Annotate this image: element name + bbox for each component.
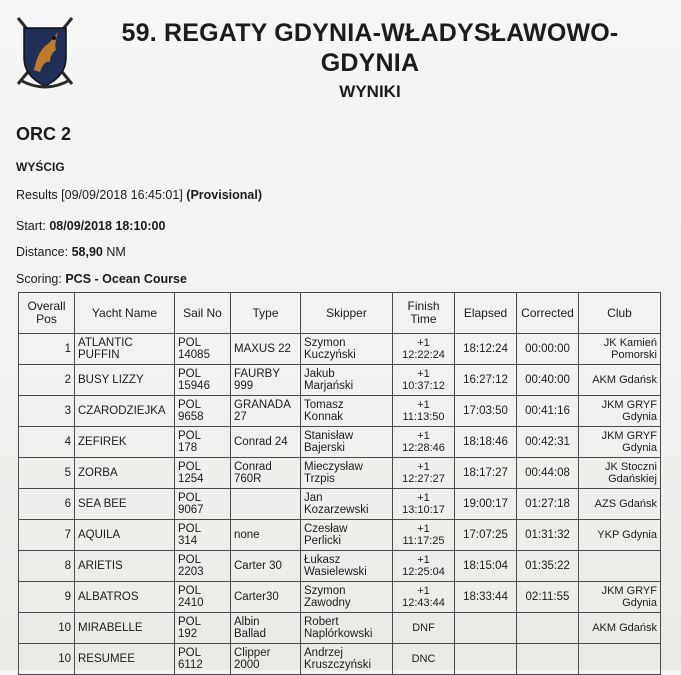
finish-time-line1: +1 bbox=[417, 368, 430, 380]
cell-pos: 1 bbox=[19, 334, 75, 365]
document-header bbox=[90, 18, 650, 102]
finish-time-line2: 12:28:46 bbox=[402, 442, 445, 454]
type-line1: Albin bbox=[234, 616, 260, 628]
cell-elapsed: 18:33:44 bbox=[455, 582, 517, 613]
cell-finish-time bbox=[393, 582, 455, 613]
yacht-name-line1: ZEFIREK bbox=[78, 436, 127, 448]
skipper-line2: Kuczyński bbox=[304, 349, 356, 361]
cell-yacht-name bbox=[75, 582, 175, 613]
finish-time-line1: +1 bbox=[417, 430, 430, 442]
cell-yacht-name bbox=[75, 489, 175, 520]
club-line1: JKM GRYF bbox=[601, 399, 657, 411]
yacht-name-line2: PUFFIN bbox=[78, 349, 120, 361]
cell-club bbox=[579, 613, 661, 644]
skipper-line1: Mieczysław bbox=[304, 461, 363, 473]
cell-yacht-name bbox=[75, 520, 175, 551]
yacht-name-line1: SEA BEE bbox=[78, 498, 127, 510]
finish-time-line2: 11:17:25 bbox=[402, 535, 445, 547]
cell-club bbox=[579, 520, 661, 551]
cell-skipper bbox=[301, 520, 393, 551]
finish-time-line1: +1 bbox=[417, 585, 430, 597]
sail-no-line2: 15946 bbox=[178, 380, 210, 392]
cell-corrected: 01:31:32 bbox=[517, 520, 579, 551]
cell-pos: 5 bbox=[19, 458, 75, 489]
finish-time-line1: DNC bbox=[411, 653, 436, 665]
club-line1: JK Stoczni bbox=[605, 461, 657, 473]
results-timestamp-line bbox=[16, 188, 262, 202]
start-value: 08/09/2018 18:10:00 bbox=[49, 219, 166, 233]
cell-finish-time bbox=[393, 489, 455, 520]
sail-no-line1: POL bbox=[178, 337, 202, 349]
sail-no-line2: 2203 bbox=[178, 566, 204, 578]
finish-time-line1: +1 bbox=[417, 461, 430, 473]
finish-time-line1: +1 bbox=[417, 554, 430, 566]
cell-corrected: 00:40:00 bbox=[517, 365, 579, 396]
club-line1: JKM GRYF bbox=[601, 585, 657, 597]
skipper-line1: Czesław bbox=[304, 523, 348, 535]
type-line2: 999 bbox=[234, 380, 254, 392]
regatta-title-line-2: GDYNIA bbox=[320, 49, 420, 77]
type-line1: none bbox=[234, 529, 260, 541]
cell-skipper bbox=[301, 551, 393, 582]
cell-sail-no bbox=[175, 613, 231, 644]
col-header-corrected: Corrected bbox=[517, 293, 579, 334]
skipper-line2: Bajerski bbox=[304, 442, 345, 454]
cell-finish-time bbox=[393, 520, 455, 551]
type-line1: Carter 30 bbox=[234, 560, 282, 572]
cell-pos: 8 bbox=[19, 551, 75, 582]
cell-corrected: 00:44:08 bbox=[517, 458, 579, 489]
cell-yacht-name bbox=[75, 613, 175, 644]
cell-club bbox=[579, 551, 661, 582]
skipper-line1: Szymon bbox=[304, 337, 346, 349]
sail-no-line2: 9658 bbox=[178, 411, 204, 423]
finish-time-line1: +1 bbox=[417, 399, 430, 411]
col-header-skipper: Skipper bbox=[301, 293, 393, 334]
type-line1: Conrad 24 bbox=[234, 436, 288, 448]
finish-time-line2: 12:27:27 bbox=[402, 473, 445, 485]
distance-unit: NM bbox=[106, 245, 126, 259]
results-table-body bbox=[19, 334, 661, 675]
skipper-line1: Robert bbox=[304, 616, 339, 628]
cell-elapsed: 18:15:04 bbox=[455, 551, 517, 582]
cell-type bbox=[231, 427, 301, 458]
cell-sail-no bbox=[175, 458, 231, 489]
sail-no-line1: POL bbox=[178, 368, 202, 380]
cell-finish-time bbox=[393, 334, 455, 365]
col-header-yacht: Yacht Name bbox=[75, 293, 175, 334]
club-line2: Pomorski bbox=[611, 349, 657, 361]
sail-no-line2: 14085 bbox=[178, 349, 210, 361]
distance-value: 58,90 bbox=[71, 245, 103, 259]
skipper-line2: Wasielewski bbox=[304, 566, 367, 578]
sail-no-line2: 2410 bbox=[178, 597, 204, 609]
cell-corrected: 00:00:00 bbox=[517, 334, 579, 365]
col-header-finish bbox=[393, 293, 455, 334]
cell-club bbox=[579, 334, 661, 365]
cell-corrected: 01:35:22 bbox=[517, 551, 579, 582]
skipper-line2: Trzpis bbox=[304, 473, 335, 485]
cell-club bbox=[579, 427, 661, 458]
results-timestamp: [09/09/2018 16:45:01] bbox=[61, 188, 183, 202]
skipper-line1: Szymon bbox=[304, 585, 346, 597]
cell-yacht-name bbox=[75, 427, 175, 458]
table-row bbox=[19, 582, 661, 613]
sail-no-line1: POL bbox=[178, 399, 202, 411]
sail-no-line2: 9067 bbox=[178, 504, 204, 516]
cell-finish-time bbox=[393, 396, 455, 427]
sail-no-line1: POL bbox=[178, 461, 202, 473]
col-header-finish-line1: Finish bbox=[407, 299, 440, 313]
cell-type bbox=[231, 396, 301, 427]
yacht-name-line1: ALBATROS bbox=[78, 591, 139, 603]
skipper-line1: Tomasz bbox=[304, 399, 344, 411]
col-header-type: Type bbox=[231, 293, 301, 334]
yacht-name-line1: ARIETIS bbox=[78, 560, 123, 572]
cell-club bbox=[579, 489, 661, 520]
cell-skipper bbox=[301, 396, 393, 427]
cell-elapsed: 18:18:46 bbox=[455, 427, 517, 458]
club-line1: AKM Gdańsk bbox=[592, 374, 657, 386]
cell-elapsed: 18:12:24 bbox=[455, 334, 517, 365]
scoring-value: PCS - Ocean Course bbox=[65, 272, 187, 286]
finish-time-line2: 11:13:50 bbox=[402, 411, 445, 423]
table-row bbox=[19, 334, 661, 365]
club-line1: AKM Gdańsk bbox=[592, 622, 657, 634]
col-header-sail: Sail No bbox=[175, 293, 231, 334]
cell-elapsed: 19:00:17 bbox=[455, 489, 517, 520]
table-row bbox=[19, 458, 661, 489]
skipper-line2: Zawodny bbox=[304, 597, 351, 609]
cell-club bbox=[579, 582, 661, 613]
skipper-line2: Kozarzewski bbox=[304, 504, 369, 516]
table-row bbox=[19, 489, 661, 520]
col-header-pos bbox=[19, 293, 75, 334]
sail-no-line1: POL bbox=[178, 616, 202, 628]
table-header-row bbox=[19, 293, 661, 334]
type-line2: 2000 bbox=[234, 659, 260, 671]
cell-skipper bbox=[301, 489, 393, 520]
finish-time-line2: 12:43:44 bbox=[402, 597, 445, 609]
cell-corrected: 00:42:31 bbox=[517, 427, 579, 458]
club-line2: Gdańskiej bbox=[608, 473, 657, 485]
cell-finish-time bbox=[393, 427, 455, 458]
cell-sail-no bbox=[175, 334, 231, 365]
distance-label: Distance: bbox=[16, 245, 69, 259]
club-line1: JKM GRYF bbox=[601, 430, 657, 442]
sail-no-line1: POL bbox=[178, 585, 202, 597]
cell-type bbox=[231, 489, 301, 520]
distance-line bbox=[16, 245, 126, 259]
cell-sail-no bbox=[175, 427, 231, 458]
cell-finish-time bbox=[393, 365, 455, 396]
club-crest-logo bbox=[14, 14, 76, 92]
finish-time-line1: +1 bbox=[417, 492, 430, 504]
cell-pos: 6 bbox=[19, 489, 75, 520]
cell-club bbox=[579, 365, 661, 396]
table-row bbox=[19, 551, 661, 582]
table-row bbox=[19, 365, 661, 396]
cell-sail-no bbox=[175, 396, 231, 427]
cell-yacht-name bbox=[75, 334, 175, 365]
cell-club bbox=[579, 396, 661, 427]
sail-no-line1: POL bbox=[178, 554, 202, 566]
cell-pos: 7 bbox=[19, 520, 75, 551]
start-label: Start: bbox=[16, 219, 46, 233]
provisional-status: (Provisional) bbox=[186, 188, 263, 202]
skipper-line2: Konnak bbox=[304, 411, 344, 423]
skipper-line2: Naplórkowski bbox=[304, 628, 373, 640]
sail-no-line1: POL bbox=[178, 492, 202, 504]
cell-skipper bbox=[301, 582, 393, 613]
skipper-line2: Kruszczyński bbox=[304, 659, 372, 671]
yacht-name-line1: MIRABELLE bbox=[78, 622, 143, 634]
table-row bbox=[19, 427, 661, 458]
cell-elapsed: 16:27:12 bbox=[455, 365, 517, 396]
cell-finish-time bbox=[393, 551, 455, 582]
finish-time-line1: +1 bbox=[417, 523, 430, 535]
cell-pos: 2 bbox=[19, 365, 75, 396]
table-row bbox=[19, 520, 661, 551]
yacht-name-line1: AQUILA bbox=[78, 529, 121, 541]
results-table bbox=[18, 292, 661, 675]
col-header-pos-line1: Overall bbox=[27, 299, 66, 313]
cell-type bbox=[231, 334, 301, 365]
cell-yacht-name bbox=[75, 458, 175, 489]
finish-time-line1: +1 bbox=[417, 337, 430, 349]
cell-pos: 9 bbox=[19, 582, 75, 613]
sail-no-line1: POL bbox=[178, 523, 202, 535]
cell-sail-no bbox=[175, 551, 231, 582]
yacht-name-line1: CZARODZIEJKA bbox=[78, 405, 166, 417]
scoring-line bbox=[16, 272, 187, 286]
sail-no-line1: POL bbox=[178, 430, 202, 442]
yacht-name-line1: RESUMEE bbox=[78, 653, 135, 665]
cell-yacht-name bbox=[75, 551, 175, 582]
skipper-line1: Andrzej bbox=[304, 647, 343, 659]
cell-pos: 3 bbox=[19, 396, 75, 427]
type-line1: MAXUS 22 bbox=[234, 343, 291, 355]
type-line2: Ballad bbox=[234, 628, 266, 640]
type-line1: GRANADA bbox=[234, 399, 291, 411]
col-header-pos-line2: Pos bbox=[36, 312, 57, 326]
cell-finish-time bbox=[393, 613, 455, 644]
type-line2: 760R bbox=[234, 473, 262, 485]
cell-skipper bbox=[301, 334, 393, 365]
sail-no-line1: POL bbox=[178, 647, 202, 659]
cell-pos: 10 bbox=[19, 613, 75, 644]
cell-corrected: 02:11:55 bbox=[517, 582, 579, 613]
cell-yacht-name bbox=[75, 396, 175, 427]
cell-elapsed: 17:03:50 bbox=[455, 396, 517, 427]
club-line1: YKP Gdynia bbox=[597, 529, 657, 541]
table-row bbox=[19, 396, 661, 427]
skipper-line2: Perlicki bbox=[304, 535, 342, 547]
cell-type bbox=[231, 613, 301, 644]
start-line bbox=[16, 219, 165, 233]
class-heading: ORC 2 bbox=[16, 124, 72, 144]
club-line1: JK Kamień bbox=[603, 337, 657, 349]
cell-type bbox=[231, 365, 301, 396]
skipper-line1: Jan bbox=[304, 492, 323, 504]
results-label: Results bbox=[16, 188, 58, 202]
yacht-name-line1: BUSY LIZZY bbox=[78, 374, 144, 386]
cell-sail-no bbox=[175, 365, 231, 396]
finish-time-line1: DNF bbox=[412, 622, 435, 634]
table-row bbox=[19, 613, 661, 644]
cell-pos: 10 bbox=[19, 644, 75, 675]
cell-elapsed: 17:07:25 bbox=[455, 520, 517, 551]
cell-type bbox=[231, 458, 301, 489]
cell-club bbox=[579, 458, 661, 489]
col-header-finish-line2: Time bbox=[410, 312, 437, 326]
finish-time-line2: 12:22:24 bbox=[402, 349, 445, 361]
cell-corrected: 01:27:18 bbox=[517, 489, 579, 520]
cell-yacht-name bbox=[75, 365, 175, 396]
skipper-line2: Marjański bbox=[304, 380, 354, 392]
type-line1: FAURBY bbox=[234, 368, 281, 380]
sail-no-line2: 1254 bbox=[178, 473, 204, 485]
cell-skipper bbox=[301, 613, 393, 644]
finish-time-line2: 12:25:04 bbox=[402, 566, 445, 578]
club-line2: Gdynia bbox=[622, 597, 657, 609]
cell-pos: 4 bbox=[19, 427, 75, 458]
type-line1: Carter30 bbox=[234, 591, 279, 603]
sail-no-line2: 178 bbox=[178, 442, 198, 454]
cell-elapsed bbox=[455, 613, 517, 644]
cell-sail-no bbox=[175, 520, 231, 551]
sail-no-line2: 192 bbox=[178, 628, 198, 640]
type-line2: 27 bbox=[234, 411, 247, 423]
cell-sail-no bbox=[175, 489, 231, 520]
regatta-title-line-1: 59. REGATY GDYNIA-WŁADYSŁAWOWO- bbox=[121, 19, 619, 47]
club-line2: Gdynia bbox=[622, 411, 657, 423]
club-line2: Gdynia bbox=[622, 442, 657, 454]
cell-type bbox=[231, 551, 301, 582]
cell-skipper bbox=[301, 427, 393, 458]
cell-sail-no bbox=[175, 582, 231, 613]
type-line1: Conrad bbox=[234, 461, 272, 473]
type-line1: Clipper bbox=[234, 647, 271, 659]
results-subtitle: WYNIKI bbox=[339, 82, 401, 101]
cell-corrected: 00:41:16 bbox=[517, 396, 579, 427]
race-heading: WYŚCIG bbox=[16, 160, 65, 174]
sail-no-line2: 6112 bbox=[178, 659, 203, 671]
cell-finish-time bbox=[393, 458, 455, 489]
skipper-line1: Łukasz bbox=[304, 554, 341, 566]
cell-elapsed: 18:17:27 bbox=[455, 458, 517, 489]
cell-type bbox=[231, 582, 301, 613]
finish-time-line2: 10:37:12 bbox=[402, 380, 445, 392]
club-line1: AZS Gdańsk bbox=[594, 498, 657, 510]
scoring-label: Scoring: bbox=[16, 272, 62, 286]
yacht-name-line1: ATLANTIC bbox=[78, 337, 133, 349]
finish-time-line2: 13:10:17 bbox=[402, 504, 445, 516]
col-header-club: Club bbox=[579, 293, 661, 334]
cell-corrected bbox=[517, 613, 579, 644]
sail-no-line2: 314 bbox=[178, 535, 198, 547]
cell-type bbox=[231, 520, 301, 551]
yacht-name-line1: ZORBA bbox=[78, 467, 118, 479]
skipper-line1: Jakub bbox=[304, 368, 335, 380]
col-header-elapsed: Elapsed bbox=[455, 293, 517, 334]
cell-skipper bbox=[301, 458, 393, 489]
skipper-line1: Stanisław bbox=[304, 430, 354, 442]
cell-skipper bbox=[301, 365, 393, 396]
